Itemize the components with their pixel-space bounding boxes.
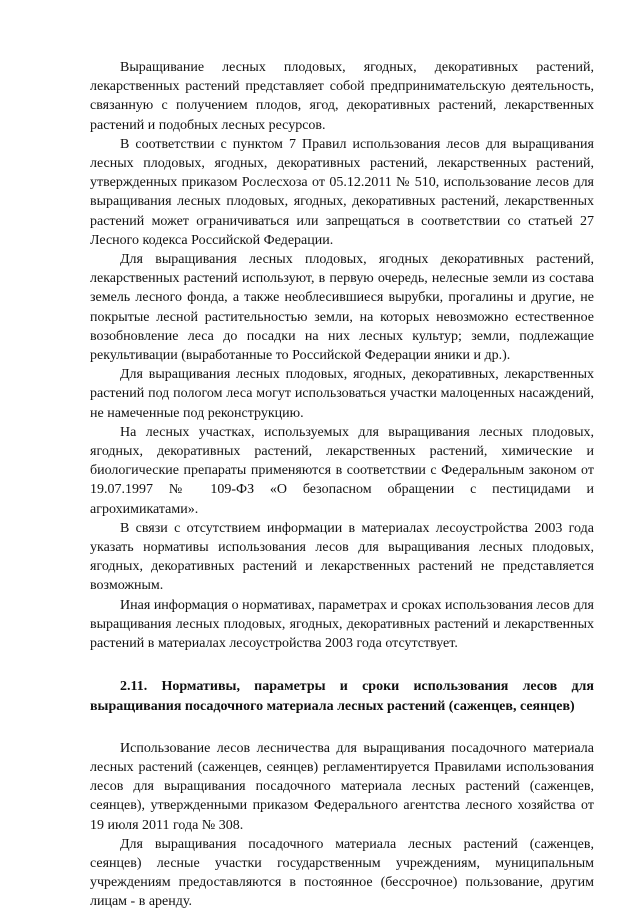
document-body xyxy=(90,58,594,912)
paragraph-no-information: В связи с отсутствием информации в материалах лесоустройства 2003 года указать нормативы использования лесов для выращивания лесных плодовых, ягодных, декоративных растений и лекарственных растений не представляется возможным. xyxy=(90,520,594,594)
paragraph-cultivation-definition: Выращивание лесных плодовых, ягодных, декоративных растений, лекарственных растений представляет собой предпринимательскую деятельность, связанную с получением плодов, ягод, декоративных растений, лекарственных растений и подобных лесных ресурсов. xyxy=(90,60,594,133)
paragraph-rules-item-7: В соответствии с пунктом 7 Правил использования лесов для выращивания лесных плодовых, ягодных, декоративных растений, лекарственных растений, утвержденных приказом Рослесхоза от 05.12.2011 № 510, использование лесов для выращивания лесных плодовых, ягодных, декоративных растений, лекарственных растений может ограничиваться или запрещаться в соответствии со статьей 27 Лесного кодекса Российской Федерации. xyxy=(90,136,594,248)
paragraph-other-information: Иная информация о нормативах, параметрах и сроках использования лесов для выращивания лесных плодовых, ягодных, декоративных растений и лекарственных растений в материалах лесоустройства 2003 года отсутствует. xyxy=(90,597,594,652)
paragraph-under-canopy: Для выращивания лесных плодовых, ягодных, декоративных, лекарственных растений под пологом леса могут использоваться участки малоценных насаждений, не намеченные под реконструкцию. xyxy=(90,367,594,421)
section-heading-2-11: 2.11. Нормативы, параметры и сроки использования лесов для выращивания посадочного материала лесных растений (саженцев, сеянцев) xyxy=(90,679,594,714)
paragraph-land-use: Для выращивания лесных плодовых, ягодных декоративных растений, лекарственных растений используют, в первую очередь, нелесные земли из состава земель лесного фонда, а также необлесившиеся вырубки, прогалины и другие, не покрытые лесной растительностью земли, на которых невозможно естественное возобновление леса до посадки на них лесных культур; земли, подлежащие рекультивации (выработанные то Российской Федерации яники и др.). xyxy=(90,252,594,364)
paragraph-planting-provision: Для выращивания посадочного материала лесных растений (саженцев, сеянцев) лесные участки государственным учреждениям, муниципальным учреждениям предоставляются в постоянное (бессрочное) пользование, другим лицам - в аренду. xyxy=(90,836,594,910)
paragraph-chemicals: На лесных участках, используемых для выращивания лесных плодовых, ягодных, декоративных растений, лекарственных растений, химические и биологические препараты применяются в соответствии с Федеральным законом от 19.07.1997 № 109-ФЗ «О безопасном обращении с пестицидами и агрохимикатами». xyxy=(90,424,594,517)
paragraph-planting-regulation: Использование лесов лесничества для выращивания посадочного материала лесных растений (саженцев, сеянцев) регламентируется Правилами использования лесов для выращивания посадочного материала лесных растений (саженцев, сеянцев), утвержденными приказом Федерального агентства лесного хозяйства от 19 июля 2011 года № 308. xyxy=(90,740,594,833)
